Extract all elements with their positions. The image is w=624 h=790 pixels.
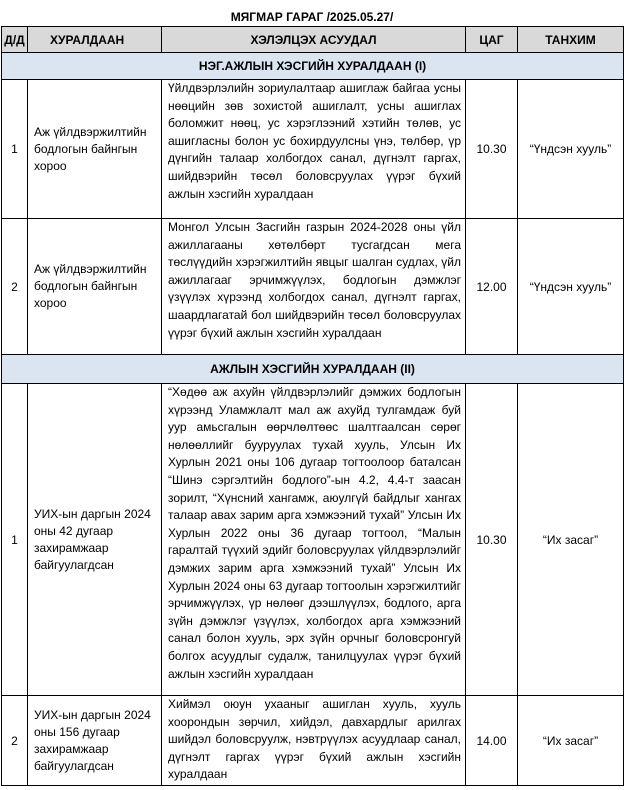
row-num: 2 (2, 219, 28, 355)
row-topic: “Хөдөө аж ахуйн үйлдвэрлэлийг дэмжих бодлогын хүрээнд Уламжлалт мал аж ахуйд тулгамдаж буй уур амьсгалын өөрчлөлтөөс шалтгаалсан сөрөг нөлөөллийг бууруулах тухай хууль, Улсын Их Хурлын 2021 оны 106 дугаар тогтоолоор баталсан “Шинэ сэргэлтийн бодлого”-ын 4.2, 4.4-т заасан зорилт, “Хүнсний хангамж, аюулгүй байдлыг хангах талаар авах зарим арга хэмжээний тухай” Улсын Их Хурлын 2022 оны 36 дугаар тогтоол, “Малын гаралтай түүхий эдийг боловсруулах үйлдвэрлэлийг дэмжих зарим арга хэмжээний тухай” Улсын Их Хурлын 2024 оны 63 дугаар тогтоолын хэрэгжилтийг эрчимжүүлэх, үр нөлөөг дээшлүүлэх, бодлого, арга зүйн дэмжлэг үзүүлэх, холбогдох арга хэмжээний санал болон хууль, эрх зүйн орчныг боловсронгуй болгох асуудлыг судалж, танилцуулах үүрэг бүхий ажлын хэсгийн хуралдаан (162, 384, 466, 696)
table-row (2, 219, 624, 355)
section-title: НЭГ.АЖЛЫН ХЭСГИЙН ХУРАЛДААН (I) (2, 53, 624, 80)
header-room: ТАНХИМ (518, 27, 624, 53)
table-row (2, 80, 624, 219)
row-time: 10.30 (466, 80, 518, 219)
row-committee: УИХ-ын даргын 2024 оны 42 дугаар захирамжаар байгуулагдсан (28, 384, 162, 696)
row-num: 1 (2, 80, 28, 219)
schedule-table (1, 26, 624, 786)
table-row (2, 696, 624, 786)
row-num: 2 (2, 696, 28, 786)
section-header (2, 355, 624, 384)
table-row (2, 384, 624, 696)
header-num: Д/Д (2, 27, 28, 53)
section-header (2, 53, 624, 80)
row-num: 1 (2, 384, 28, 696)
row-time: 14.00 (466, 696, 518, 786)
row-room: “Их засаг” (518, 696, 624, 786)
row-committee: УИХ-ын даргын 2024 оны 156 дугаар захирамжаар байгуулагдсан (28, 696, 162, 786)
row-topic: Үйлдвэрлэлийн зориулалтаар ашиглаж байгаа усны нөөцийн зөв зохистой ашиглалт, усны ашиглах боломжит нөөц, ус хэрэглээний хэтийн төлөв, ус ашигласны болон ус бохирдуулсны үнэ, төлбөр, үр дүнгийн талаар холбогдох санал, дүгнэлт гаргах, шийдвэрийн төсөл боловсруулах үүрэг бүхий ажлын хэсгийн хуралдаан (162, 80, 466, 219)
row-committee: Аж үйлдвэржилтийн бодлогын байнгын хороо (28, 80, 162, 219)
row-room: “Их засаг” (518, 384, 624, 696)
row-time: 10.30 (466, 384, 518, 696)
row-room: “Үндсэн хууль” (518, 219, 624, 355)
page-title: МЯГМАР ГАРАГ /2025.05.27/ (230, 10, 394, 24)
row-room: “Үндсэн хууль” (518, 80, 624, 219)
header-committee: ХУРАЛДААН (28, 27, 162, 53)
header-time: ЦАГ (466, 27, 518, 53)
row-time: 12.00 (466, 219, 518, 355)
section-title: АЖЛЫН ХЭСГИЙН ХУРАЛДААН (II) (2, 355, 624, 384)
table-header-row (2, 27, 624, 53)
row-committee: Аж үйлдвэржилтийн бодлогын байнгын хороо (28, 219, 162, 355)
row-topic: Монгол Улсын Засгийн газрын 2024-2028 оны үйл ажиллагааны хөтөлбөрт тусгагдсан мега төслүүдийн хэрэгжилтийн явцыг шалган судлах, үйл ажиллагааг эрчимжүүлэх, бодлогын дэмжлэг үзүүлэх хүрээнд холбогдох санал, дүгнэлт гаргах, шаардлагатай бол шийдвэрийн төсөл боловсруулах үүрэг бүхий ажлын хэсгийн хуралдаан (162, 219, 466, 355)
header-topic: ХЭЛЭЛЦЭХ АСУУДАЛ (162, 27, 466, 53)
row-topic: Хиймэл оюун ухааныг ашиглан хууль, хууль хоорондын зөрчил, хийдэл, давхардлыг арилгах шийдэл боловсруулж, нэвтрүүлэх асуудлаар санал, дүгнэлт гаргах үүрэг бүхий ажлын хэсгийн хуралдаан (162, 696, 466, 786)
